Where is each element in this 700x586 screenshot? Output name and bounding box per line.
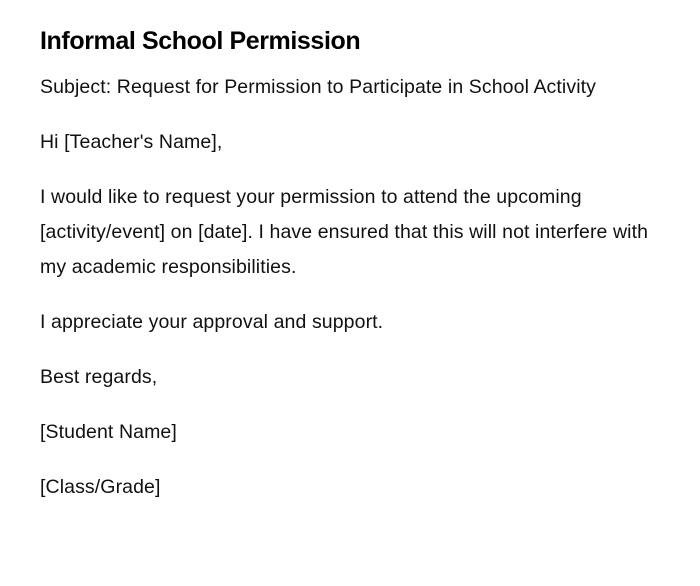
class-grade-line: [Class/Grade] <box>40 476 161 498</box>
appreciation-line: I appreciate your approval and support. <box>40 311 384 333</box>
body-paragraph: I would like to request your permission to attend the upcoming [activity/event] on [date]. I have ensured that this will not interfere with my academic responsibilities. <box>40 186 649 278</box>
student-name-line: [Student Name] <box>40 421 177 443</box>
closing-line: Best regards, <box>40 366 158 388</box>
greeting-line: Hi [Teacher's Name], <box>40 131 223 153</box>
document-title: Informal School Permission <box>40 27 361 55</box>
subject-line: Subject: Request for Permission to Participate in School Activity <box>40 76 597 98</box>
